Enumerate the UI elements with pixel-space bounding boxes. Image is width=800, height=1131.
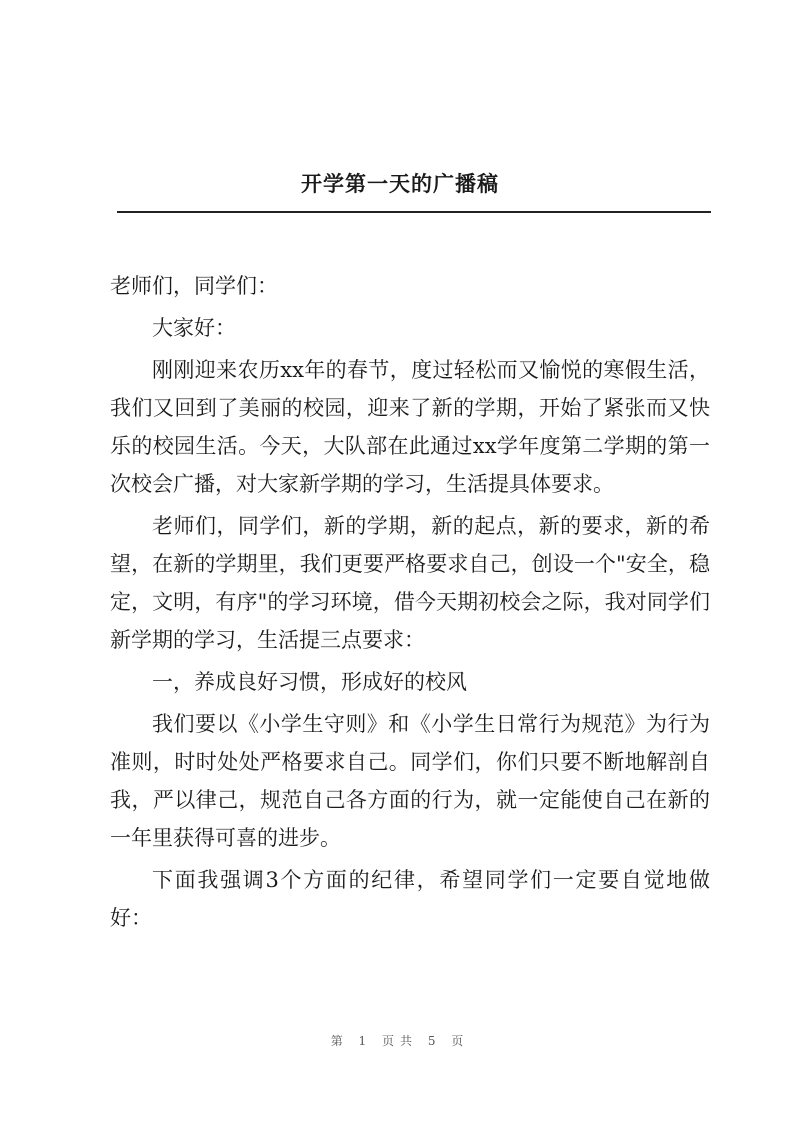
greeting-line: 大家好： (152, 316, 236, 340)
document-body (110, 267, 710, 941)
paragraph: 老师们，同学们，新的学期，新的起点，新的要求，新的希望，在新的学期里，我们更要严格要求自己，创设一个"安全，稳定，文明，有序"的学习环境，借今天期初校会之际，我对同学们新学期的学习，生活提三点要求： (110, 514, 710, 652)
paragraph: 下面我强调3个方面的纪律，希望同学们一定要自觉地做好： (110, 868, 710, 930)
paragraph: 刚刚迎来农历xx年的春节，度过轻松而又愉悦的寒假生活，我们又回到了美丽的校园，迎来了新的学期，开始了紧张而又快乐的校园生活。今天，大队部在此通过xx学年度第二学期的第一次校会广播，对大家新学期的学习，生活提具体要求。 (110, 358, 710, 496)
section-heading: 一，养成良好习惯，形成好的校风 (152, 670, 467, 694)
salutation: 老师们，同学们： (110, 274, 278, 298)
paragraph: 我们要以《小学生守则》和《小学生日常行为规范》为行为准则，时时处处严格要求自己。同学们，你们只要不断地解剖自我，严以律己，规范自己各方面的行为，就一定能使自己在新的一年里获得可喜的进步。 (110, 712, 710, 850)
page-footer: 第 1 页共 5 页 (330, 1034, 470, 1048)
title-divider (117, 211, 711, 213)
document-title: 开学第一天的广播稿 (301, 171, 499, 196)
